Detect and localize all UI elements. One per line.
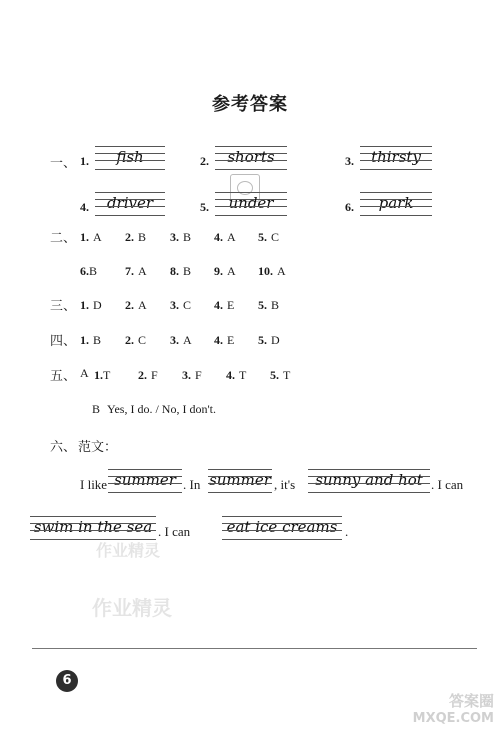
s2-item-num: 7.: [125, 264, 134, 278]
s4-item-answer: D: [271, 333, 280, 347]
s2-item-num: 9.: [214, 264, 223, 278]
s2-item-num: 4.: [214, 230, 223, 244]
s5-item-num: 3.: [182, 368, 191, 382]
s4-item-num: 3.: [170, 333, 179, 347]
s3-item-answer: B: [271, 298, 280, 312]
s1-item-4-writing-lines: [95, 192, 165, 216]
s2-item-answer: A: [277, 264, 286, 278]
s1-item-5-num: 5.: [200, 200, 209, 214]
s2-row2-item-9: [214, 262, 236, 280]
s3-item-num: 5.: [258, 298, 267, 312]
s4-item-num: 2.: [125, 333, 134, 347]
s2-item-answer: B: [138, 230, 147, 244]
s4-item-4: [214, 331, 234, 349]
s1-item-3-writing-lines: [360, 146, 432, 170]
s1-item-4-answer: driver: [106, 194, 154, 212]
watermark-text-large: 作业精灵: [92, 596, 172, 620]
s6-text-3: , it's: [274, 477, 296, 492]
s4-item-answer: C: [138, 333, 147, 347]
s3-item-num: 2.: [125, 298, 134, 312]
site-watermark: [382, 692, 494, 732]
s5-part-b-label: B: [92, 402, 101, 416]
s4-item-3: [170, 331, 192, 349]
s5-item-answer: T: [239, 368, 247, 382]
s5-item-answer: F: [195, 368, 202, 382]
s2-item-answer: B: [183, 230, 192, 244]
section-1-label: 一、: [50, 156, 77, 171]
s2-row1-item-1: [80, 228, 102, 246]
s2-item-num: 5.: [258, 230, 267, 244]
s2-item-answer: A: [227, 230, 236, 244]
section-4-label: 四、: [50, 334, 77, 349]
s2-row2-item-10: [258, 262, 286, 280]
s1-item-1-answer: fish: [116, 148, 144, 166]
section-5-label: 五、: [50, 369, 77, 384]
s4-item-answer: B: [93, 333, 102, 347]
s2-item-num: 1.: [80, 230, 89, 244]
s1-item-2-num: 2.: [200, 154, 209, 168]
s3-item-1: [80, 296, 102, 314]
s6-blank-5-writing-lines: [222, 516, 342, 540]
s5-item-answer: T: [103, 368, 111, 382]
s1-item-1-num: 1.: [80, 154, 89, 168]
s6-blank-2-writing-lines: [208, 469, 272, 493]
footer-divider: [32, 648, 477, 649]
s1-item-6-answer: park: [378, 194, 414, 212]
s6-blank-1-writing-lines: [108, 469, 182, 493]
s5-item-num: 2.: [138, 368, 147, 382]
s3-item-3: [170, 296, 191, 314]
section-2-label: 二、: [50, 231, 77, 246]
s4-item-num: 1.: [80, 333, 89, 347]
s1-item-2-answer: shorts: [227, 148, 275, 166]
s3-item-answer: D: [93, 298, 102, 312]
s1-item-6-writing-lines: [360, 192, 432, 216]
watermark-text: 作业精灵: [96, 541, 161, 560]
s5-item-answer: T: [283, 368, 291, 382]
s1-item-2-writing-lines: [215, 146, 287, 170]
s2-row1-item-3: [170, 228, 191, 246]
s6-text-2: . In: [183, 477, 201, 492]
s5-item-answer: F: [151, 368, 158, 382]
s5-item-1: [94, 366, 110, 384]
s3-item-num: 1.: [80, 298, 89, 312]
s3-item-num: 3.: [170, 298, 179, 312]
page-title: 参考答案: [212, 94, 288, 115]
s5-item-3: [182, 366, 202, 384]
page-number-badge: 6: [56, 670, 78, 692]
site-watermark-line1: 答案圈: [448, 692, 494, 710]
s3-item-answer: C: [183, 298, 192, 312]
s4-item-2: [125, 331, 146, 349]
s6-text-5: . I can: [158, 524, 191, 539]
s1-item-5-writing-lines: [215, 192, 287, 216]
s2-item-answer: B: [89, 264, 98, 278]
s2-item-answer: A: [138, 264, 147, 278]
s5-item-num: 1.: [94, 368, 103, 382]
s2-item-answer: A: [227, 264, 236, 278]
s3-item-answer: A: [138, 298, 147, 312]
s5-part-a-label: A: [80, 366, 89, 380]
s2-item-num: 8.: [170, 264, 179, 278]
s2-item-num: 2.: [125, 230, 134, 244]
section-3-label: 三、: [50, 299, 77, 314]
s6-text-1: I like: [80, 477, 108, 492]
s6-blank-1-answer: summer: [114, 471, 176, 489]
s6-text-6: .: [345, 524, 349, 539]
s3-item-5: [258, 296, 279, 314]
s6-text-4: . I can: [431, 477, 464, 492]
s5-item-2: [138, 366, 158, 384]
s2-item-answer: B: [183, 264, 192, 278]
s2-row2-item-7: [125, 262, 147, 280]
s1-item-6-num: 6.: [345, 200, 354, 214]
s3-item-answer: E: [227, 298, 235, 312]
s5-item-num: 4.: [226, 368, 235, 382]
s3-item-4: [214, 296, 234, 314]
s2-row1-item-5: [258, 228, 279, 246]
site-watermark-line2: MXQE.COM: [412, 711, 494, 726]
s6-blank-2-answer: summer: [209, 471, 271, 489]
s6-blank-3-writing-lines: [308, 469, 430, 493]
s4-item-num: 4.: [214, 333, 223, 347]
s6-blank-4-writing-lines: [30, 516, 156, 540]
s6-blank-5-answer: eat ice creams: [226, 518, 338, 536]
s1-item-5-answer: under: [228, 194, 274, 212]
s2-item-answer: C: [271, 230, 280, 244]
s2-item-answer: A: [93, 230, 102, 244]
s1-item-4-num: 4.: [80, 200, 89, 214]
s5-item-num: 5.: [270, 368, 279, 382]
s3-item-2: [125, 296, 147, 314]
s4-item-5: [258, 331, 280, 349]
s5-item-4: [226, 366, 246, 384]
s2-row2-item-6: [80, 262, 97, 280]
s2-item-num: 10.: [258, 264, 273, 278]
s4-item-answer: A: [183, 333, 192, 347]
s3-item-num: 4.: [214, 298, 223, 312]
s4-item-1: [80, 331, 101, 349]
s6-blank-3-answer: sunny and hot: [315, 471, 423, 489]
s1-item-3-answer: thirsty: [371, 148, 421, 166]
s2-item-num: 6.: [80, 264, 89, 278]
section-6-label: 六、: [50, 440, 77, 455]
s2-row1-item-4: [214, 228, 236, 246]
s1-item-1-writing-lines: [95, 146, 165, 170]
s6-blank-4-answer: swim in the sea: [33, 518, 153, 536]
s1-item-3-num: 3.: [345, 154, 354, 168]
s4-item-answer: E: [227, 333, 235, 347]
s5-part-b-answer: Yes, I do. / No, I don't.: [107, 402, 216, 416]
s2-row2-item-8: [170, 262, 191, 280]
s5-item-5: [270, 366, 290, 384]
s2-row1-item-2: [125, 228, 146, 246]
section-6-heading: 范文：: [78, 440, 118, 455]
s4-item-num: 5.: [258, 333, 267, 347]
s2-item-num: 3.: [170, 230, 179, 244]
